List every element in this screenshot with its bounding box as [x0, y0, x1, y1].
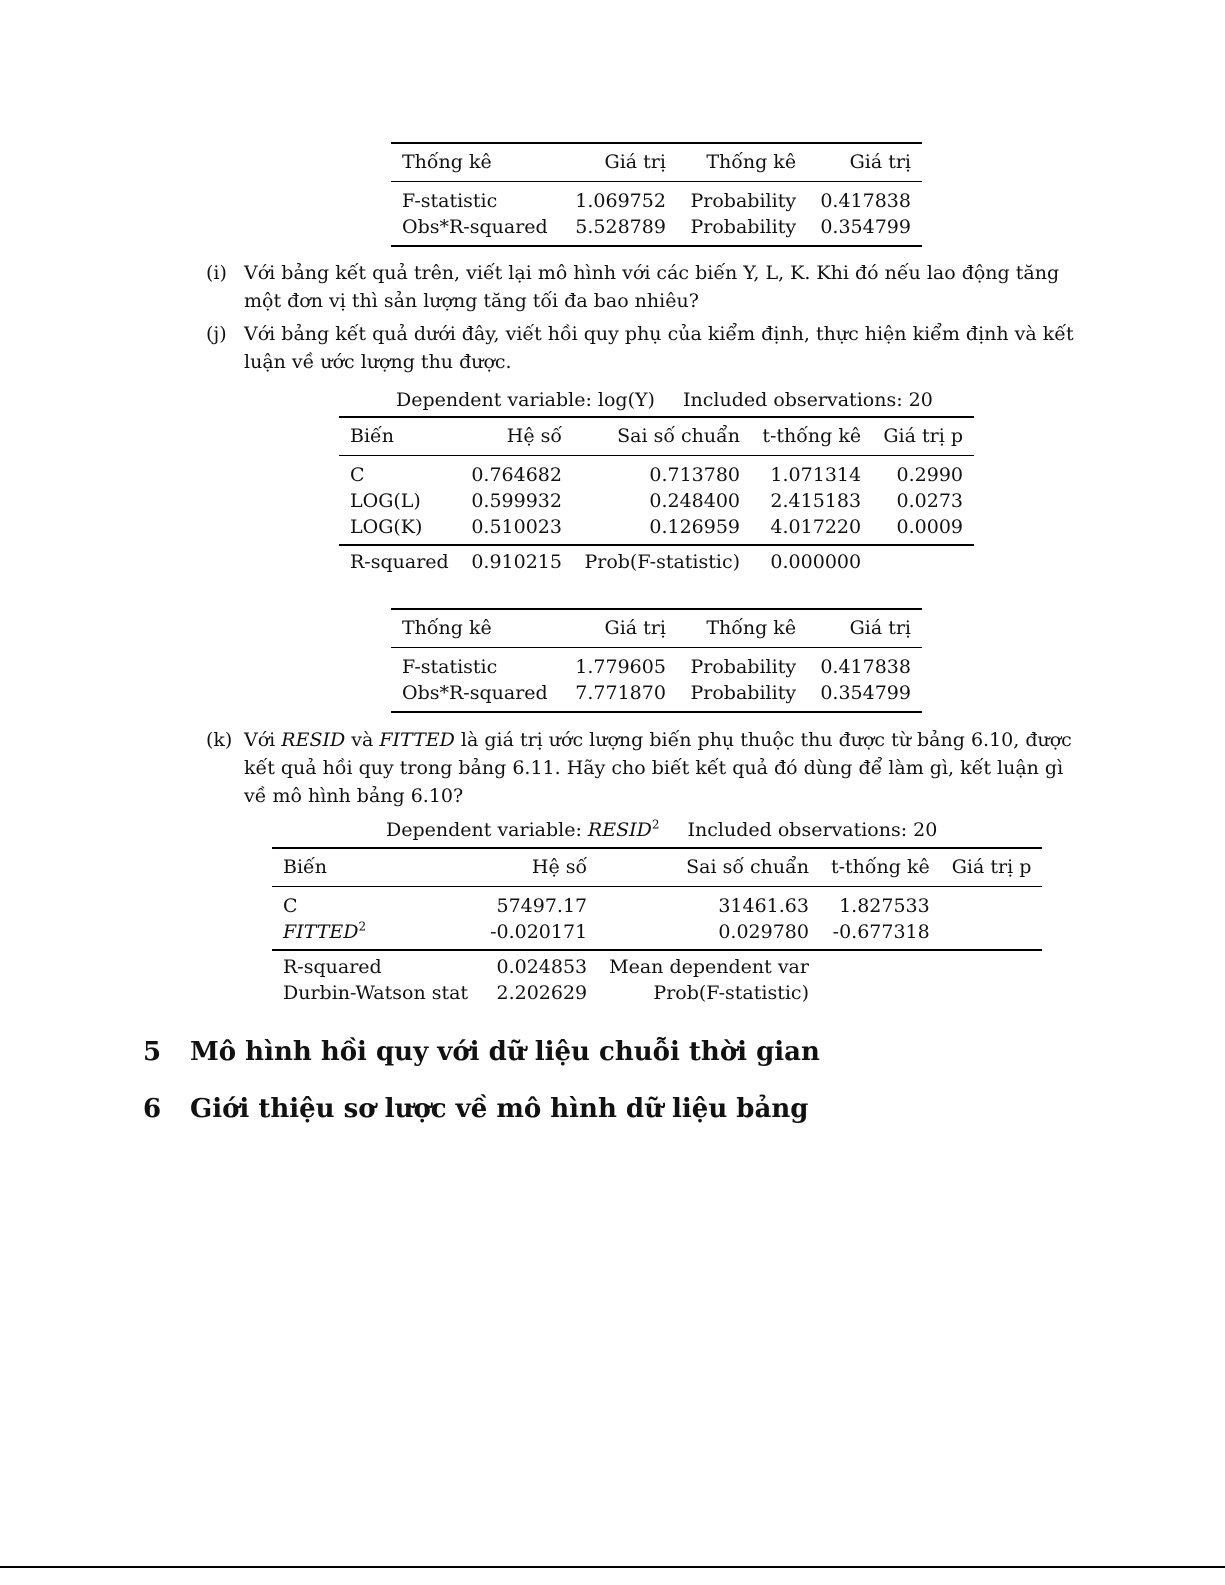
table-row: C 0.764682 0.713780 1.071314 0.2990: [350, 464, 963, 486]
table-row: F-statistic 1.069752 Probability 0.417838: [402, 190, 911, 212]
col-header: Giá trị: [562, 143, 677, 182]
table-row: Obs*R-squared 7.771870 Probability 0.354799: [402, 682, 911, 704]
regression-table-1: Biến Hệ số Sai số chuẩn t-thống kê Giá trị p C 0.764682 0.713780 1.071314 0.2990 LOG(L) 0.599932 0.248400 2.415183 0.0273 LOG(K) 0.510023 0.126959 4.017220 0.0009 R-squared 0.910215 Prob(F-statistic) 0.000000: [339, 416, 974, 575]
exercise-item-j: (j) Với bảng kết quả dưới đây, viết hồi quy phụ của kiểm định, thực hiện kiểm định và kết luận về ước lượng thu được.: [206, 323, 1074, 373]
exercise-item-i: (i) Với bảng kết quả trên, viết lại mô hình với các biến Y, L, K. Khi đó nếu lao động tăng một đơn vị thì sản lượng tăng tối đa bao nhiêu?: [206, 262, 1060, 312]
table-footer: R-squared 0.910215 Prob(F-statistic) 0.000000: [350, 551, 862, 573]
table-row: F-statistic 1.779605 Probability 0.417838: [402, 656, 911, 678]
table-row: C 57497.17 31461.63 1.827533: [283, 895, 930, 917]
regression-caption-1: Dependent variable: log(Y) Included observations: 20: [396, 389, 933, 411]
table-row: Obs*R-squared 5.528789 Probability 0.354799: [402, 216, 911, 238]
section-heading-6: 6 Giới thiệu sơ lược về mô hình dữ liệu bảng: [143, 1094, 809, 1124]
col-header: Thống kê: [391, 143, 562, 182]
regression-caption-2: Dependent variable: RESID$^2$ Included observations: 20: [386, 817, 938, 841]
col-header: Thống kê: [677, 143, 807, 182]
diagnostic-table-2: Thống kê Giá trị Thống kê Giá trị F-statistic 1.779605 Probability 0.417838 Obs*R-squared 7.771870 Probability 0.354799: [391, 608, 922, 713]
diagnostic-table-1: [391, 142, 922, 247]
table-row: LOG(K) 0.510023 0.126959 4.017220 0.0009: [339, 514, 974, 545]
regression-table-2: Biến Hệ số Sai số chuẩn t-thống kê Giá trị p C 57497.17 31461.63 1.827533 FITTED$^2$ -0.020171 0.029780 -0.677318 R-squared 0.024853 Mean dependent var Durbin-Watson stat 2.202629 Prob(F-statistic): [272, 847, 1042, 1006]
col-header: Giá trị: [807, 143, 922, 182]
page-bottom-rule: [0, 1566, 1225, 1568]
table-footer: R-squared 0.024853 Mean dependent var: [283, 956, 809, 978]
table-footer: Durbin-Watson stat 2.202629 Prob(F-statistic): [283, 982, 809, 1004]
exercise-item-k: (k) Với RESID và FITTED là giá trị ước lượng biến phụ thuộc thu được từ bảng 6.10, được kết quả hồi quy trong bảng 6.11. Hãy cho biết kết quả đó dùng để làm gì, kết luận gì về mô hình bảng 6.10?: [206, 729, 1072, 807]
table-row: FITTED$^2$ -0.020171 0.029780 -0.677318: [272, 919, 1042, 950]
section-heading-5: 5 Mô hình hồi quy với dữ liệu chuỗi thời gian: [143, 1037, 820, 1067]
table-row: LOG(L) 0.599932 0.248400 2.415183 0.0273: [350, 490, 963, 512]
